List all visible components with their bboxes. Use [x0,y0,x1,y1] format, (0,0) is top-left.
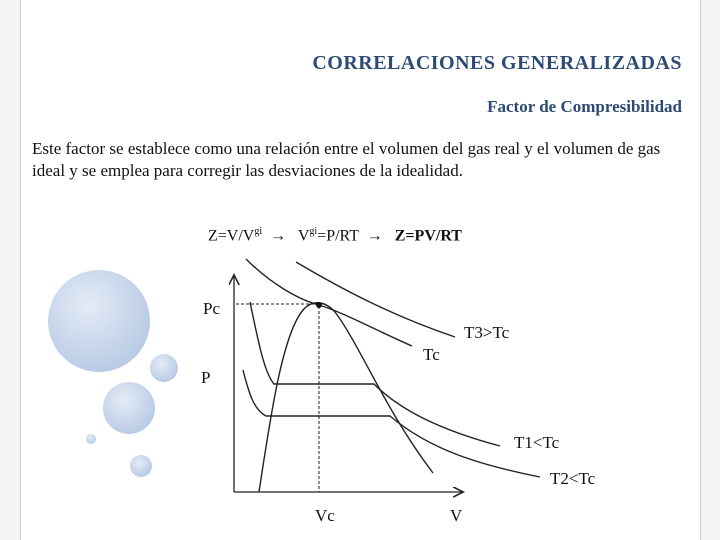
isotherm-tc [246,259,412,346]
formula-sup-2: gi [309,226,318,237]
slide-body-text: Este factor se establece como una relación entre el volumen del gas real y el volumen de gas ideal y se emplea para corregir las desviaciones de la idealidad. [32,139,661,180]
formula-part-3: Z=PV/RT [394,227,462,245]
formula-part-1: Z=V/V [208,227,255,245]
slide-title: CORRELACIONES GENERALIZADAS [312,52,682,74]
formula-sup-1: gi [254,226,263,237]
critical-point [316,302,322,308]
isotherm-t3 [296,262,455,337]
isotherm-t1 [250,302,500,446]
label-vc: Vc [315,506,335,525]
label-t3: T3>Tc [464,323,510,342]
label-v: V [450,506,463,525]
isotherm-t2 [243,370,540,477]
label-t1: T1<Tc [514,433,560,452]
formula-part-2: =P/RT → [317,227,395,245]
label-t2: T2<Tc [550,469,596,488]
saturation-dome [259,303,433,492]
slide-subtitle: Factor de Compresibilidad [487,97,682,116]
label-p: P [201,368,211,387]
label-tc: Tc [423,345,440,364]
label-pc: Pc [203,299,220,318]
formula-arrow-1: → V [262,227,310,245]
